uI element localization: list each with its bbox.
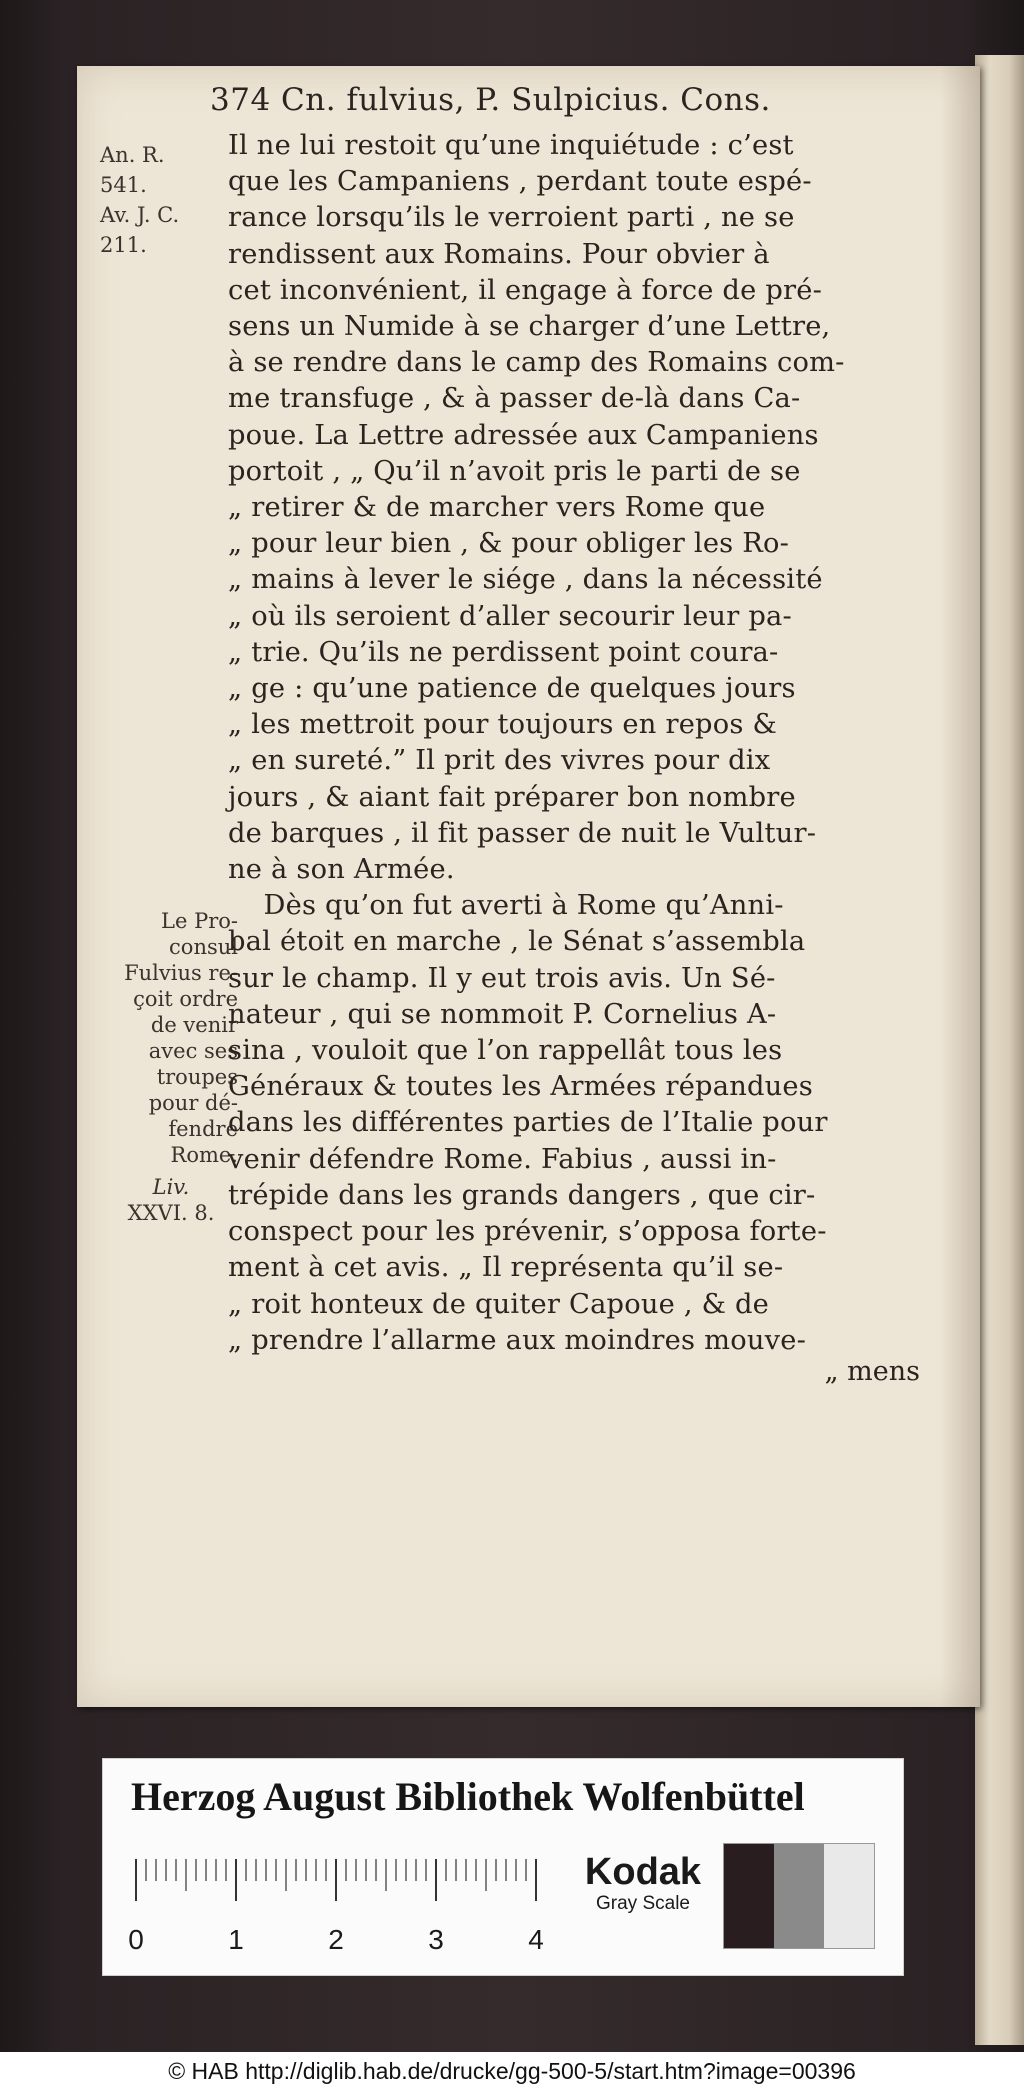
text-line: portoit , „ Qu’il n’avoit pris le parti de se	[228, 455, 801, 487]
text-line: me transfuge , & à passer de-là dans Ca-	[228, 383, 801, 415]
text-line: Il ne lui restoit qu’une inquiétude : c’est	[228, 130, 794, 161]
kodak-label	[573, 1851, 713, 1915]
text-line: dans les différentes parties de l’Italie pour	[228, 1107, 828, 1139]
adjacent-page-edge	[975, 55, 1024, 2045]
margin-side-note: Le Pro- consul Fulvius re- çoit ordre de venir avec ses troupes pour dé- fendre Rome.	[124, 909, 238, 1167]
text-line: „ retirer & de marcher vers Rome que	[228, 492, 766, 524]
text-line: nateur , qui se nommoit P. Cornelius A-	[228, 998, 777, 1030]
catchword: „ mens	[824, 1356, 920, 1387]
footer-credit: © HAB http://diglib.hab.de/drucke/gg-500-5/start.htm?image=00396	[0, 2052, 1024, 2091]
margin-year-note: An. R. 541. Av. J. C. 211.	[100, 143, 180, 257]
text-line: „ les mettroit pour toujours en repos &	[228, 709, 777, 741]
gray-patch	[824, 1844, 874, 1948]
text-line: „ pour leur bien , & pour obliger les Ro-	[228, 528, 790, 560]
text-line: „ où ils seroient d’aller secourir leur pa-	[228, 600, 792, 632]
text-line: „ trie. Qu’ils ne perdissent point coura-	[228, 636, 779, 668]
ruler-number: 1	[228, 1924, 244, 1955]
text-line: ment à cet avis. „ Il représenta qu’il se-	[228, 1252, 784, 1284]
source-number: XXVI. 8.	[127, 1201, 215, 1225]
ruler-number: 0	[128, 1924, 144, 1955]
text-line: Généraux & toutes les Armées répandues	[228, 1071, 813, 1103]
text-line: poue. La Lettre adressée aux Campaniens	[228, 419, 819, 451]
margin-source-reference	[104, 1174, 238, 1226]
running-head: 374 Cn. fulvius, P. Sulpicius. Cons.	[210, 82, 771, 118]
ruler-number: 4	[528, 1924, 544, 1955]
text-line: venir défendre Rome. Fabius , aussi in-	[228, 1143, 777, 1175]
gray-patch	[724, 1844, 774, 1948]
text-line: Dès qu’on fut averti à Rome qu’Anni-	[228, 890, 784, 922]
text-line: de barques , il fit passer de nuit le Vultur-	[228, 817, 817, 849]
color-calibration-card	[102, 1758, 904, 1976]
body-text	[228, 128, 918, 1359]
text-line: rendissent aux Romains. Pour obvier à	[228, 238, 770, 270]
ruler-number: 3	[428, 1924, 444, 1955]
source-label: Liv.	[152, 1175, 190, 1199]
spine-shadow	[940, 66, 980, 1707]
text-line: sur le champ. Il y eut trois avis. Un Sé-	[228, 962, 776, 994]
text-line: jours , & aiant fait préparer bon nombre	[228, 781, 796, 813]
gray-patch	[774, 1844, 824, 1948]
text-line: „ prendre l’allarme aux moindres mouve-	[228, 1324, 807, 1356]
text-line: trépide dans les grands dangers , que cir-	[228, 1179, 816, 1211]
gray-scale-patches	[723, 1843, 875, 1949]
kodak-brand: Kodak	[584, 1851, 702, 1893]
text-line: „ ge : qu’une patience de quelques jours	[228, 673, 796, 705]
text-line: sina , vouloit que l’on rappellât tous les	[228, 1035, 783, 1067]
text-line: à se rendre dans le camp des Romains com-	[228, 347, 845, 379]
text-line: ne à son Armée.	[228, 854, 455, 886]
text-line: „ mains à lever le siége , dans la nécessité	[228, 564, 823, 596]
text-line: „ roit honteux de quiter Capoue , & de	[228, 1288, 770, 1320]
text-line: sens un Numide à se charger d’une Lettre,	[228, 311, 831, 343]
kodak-gray-scale: Gray Scale	[596, 1893, 690, 1914]
ruler-number: 2	[328, 1924, 344, 1955]
text-line: cet inconvénient, il engage à force de pré-	[228, 274, 823, 306]
text-line: que les Campaniens , perdant toute espé-	[228, 166, 812, 198]
scale-ruler	[128, 1857, 553, 1957]
text-line: conspect pour les prévenir, s’opposa forte-	[228, 1216, 827, 1248]
text-line: rance lorsqu’ils le verroient parti , ne se	[228, 202, 795, 234]
text-line: bal étoit en marche , le Sénat s’assembla	[228, 926, 806, 958]
library-name: Herzog August Bibliothek Wolfenbüttel	[131, 1774, 805, 1819]
text-line: „ en sureté.” Il prit des vivres pour dix	[228, 745, 771, 777]
